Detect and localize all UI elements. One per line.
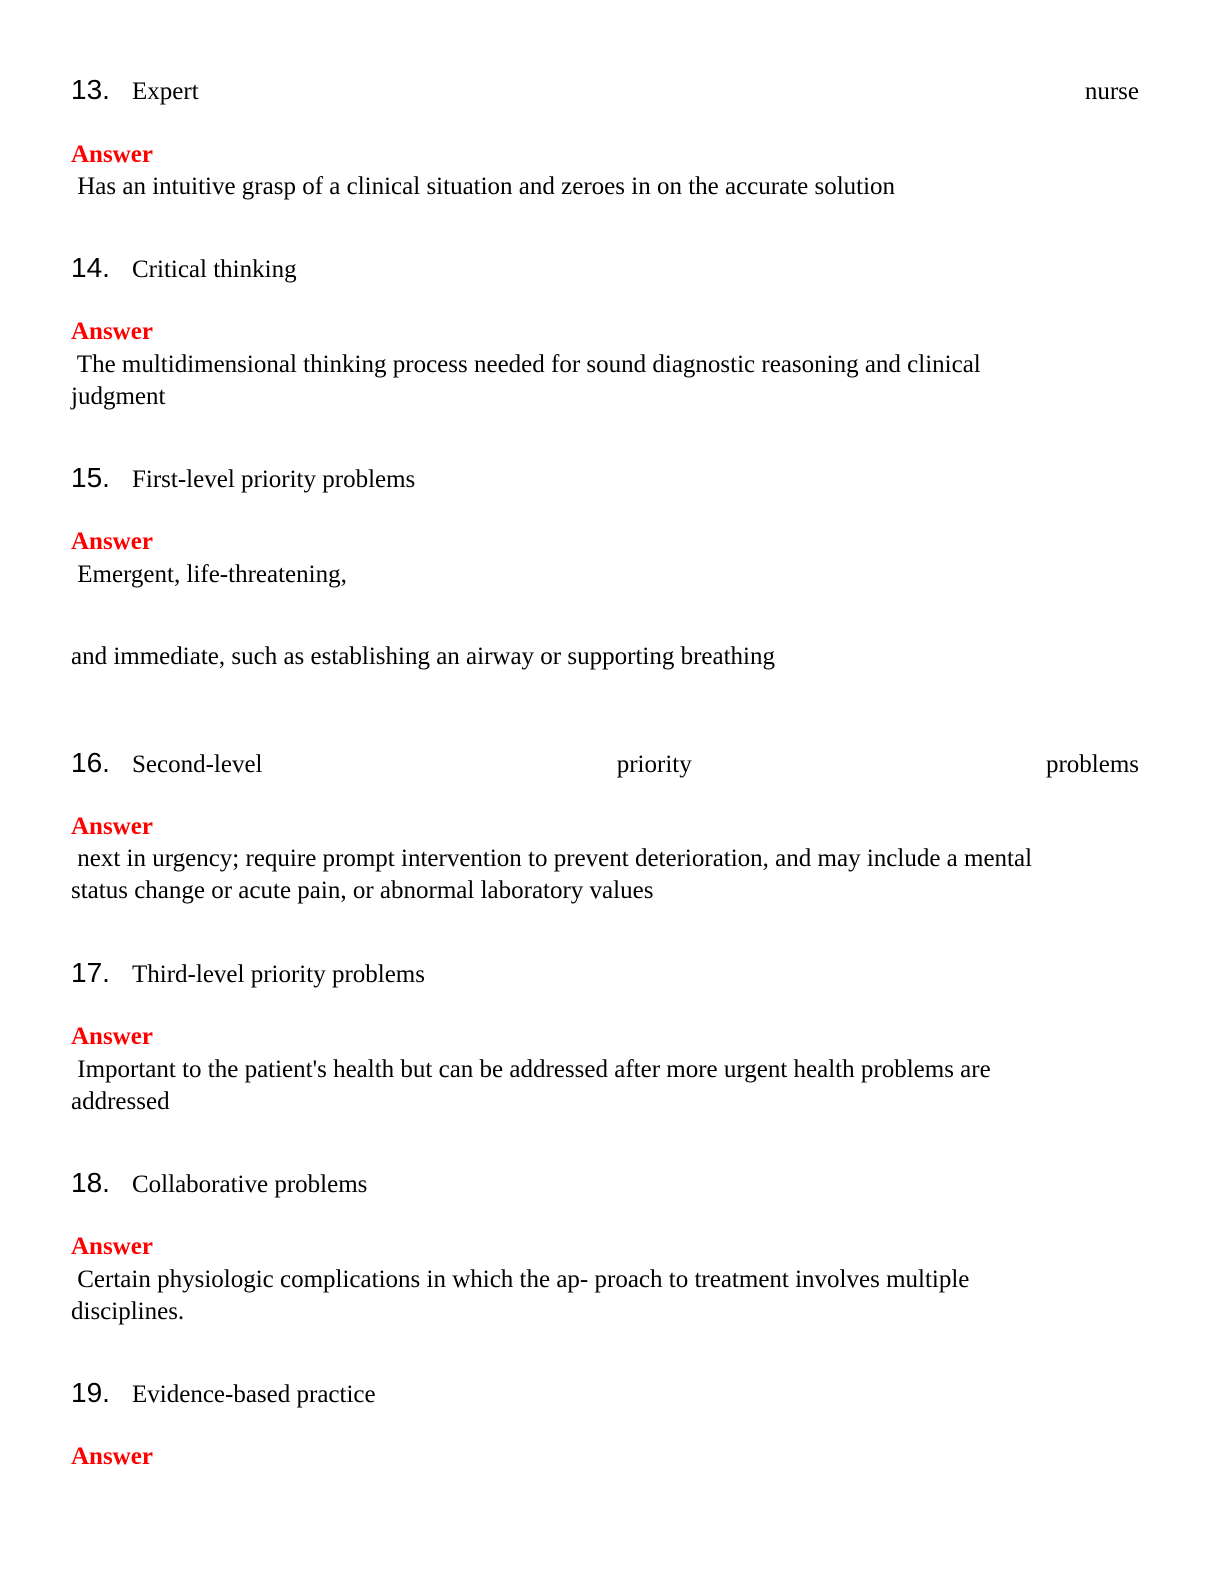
question-term: Expert nurse [132,78,1139,105]
answer-text: The multidimensional thinking process needed for sound diagnostic reasoning and clinical judgment [71,351,981,410]
question-15 [71,462,1139,496]
answer-text: next in urgency; require prompt intervention to prevent deterioration, and may include a mental status change or acute pain, or abnormal laboratory values [71,845,1033,904]
question-number: 18. [71,1167,110,1198]
question-16 [71,747,1139,781]
question-number: 17. [71,957,110,988]
question-18 [71,1167,1139,1201]
answer-label: Answer [71,528,153,555]
question-term: Third-level priority problems [132,961,425,988]
question-number: 16. [71,747,110,778]
question-13 [71,74,1139,108]
answer-text: Emergent, life-threatening, [71,561,347,588]
question-number: 15. [71,462,110,493]
answer-label: Answer [71,1023,153,1050]
question-number: 19. [71,1377,110,1408]
question-14 [71,252,1139,286]
answer-label: Answer [71,318,153,345]
question-term: Evidence-based practice [132,1381,376,1408]
question-term: Collaborative problems [132,1171,368,1198]
question-19 [71,1377,1139,1411]
question-number: 14. [71,252,110,283]
question-term: First-level priority problems [132,466,416,493]
answer-label: Answer [71,141,153,168]
answer-label: Answer [71,813,153,840]
answer-text: Important to the patient's health but can be addressed after more urgent health problems are addressed [71,1056,991,1115]
answer-text: Certain physiologic complications in which the ap- proach to treatment involves multiple disciplines. [71,1266,970,1325]
answer-continuation: and immediate, such as establishing an airway or supporting breathing [71,643,775,670]
question-term: Second-level priority problems [132,751,1139,778]
answer-label: Answer [71,1233,153,1260]
question-term: Critical thinking [132,256,297,283]
answer-label: Answer [71,1443,153,1470]
question-17 [71,957,1139,991]
answer-text: Has an intuitive grasp of a clinical situation and zeroes in on the accurate solution [71,173,896,200]
question-number: 13. [71,74,110,105]
